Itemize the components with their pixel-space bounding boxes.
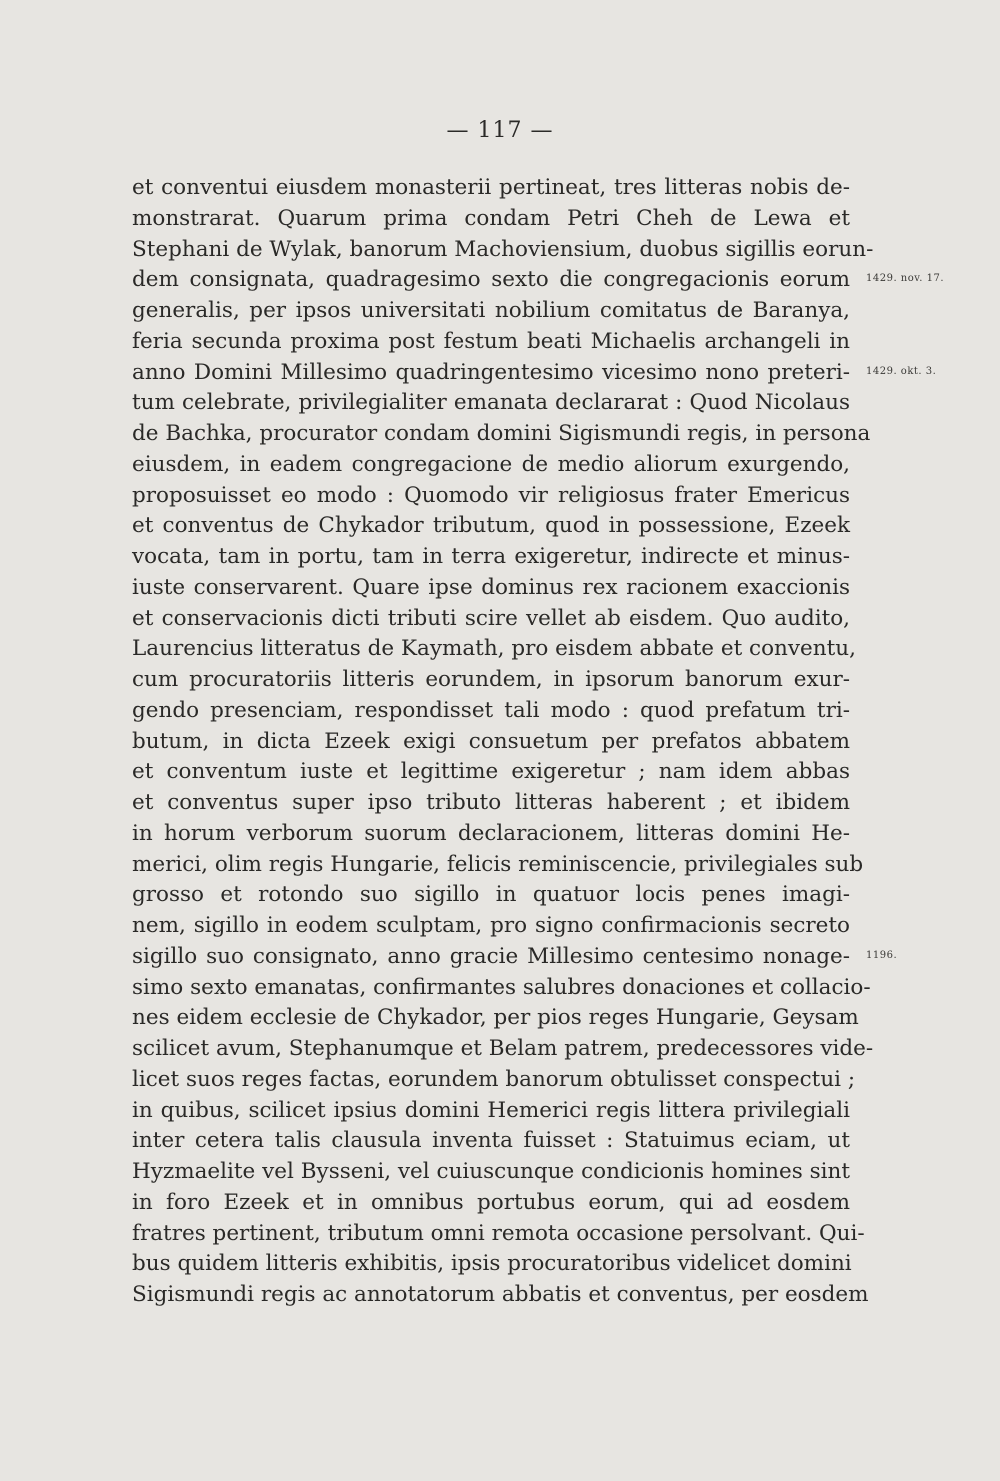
text-line: Stephani de Wylak, banorum Machoviensium, duobus sigillis eorun- [132,236,874,262]
text-line: tum celebrate, privilegialiter emanata declararat : Quod Nicolaus [132,390,850,416]
text-line: licet suos reges factas, eorundem banorum obtulisset conspectui ; [132,1066,856,1092]
margin-date-note: 1429. nov. 17. [866,273,944,284]
text-line: et conventum iuste et legittime exigeretur ; nam idem abbas [132,759,850,785]
text-line: bus quidem litteris exhibitis, ipsis procuratoribus videlicet domini [132,1251,852,1277]
text-line: cum procuratoriis litteris eorundem, in ipsorum banorum exur- [132,667,850,692]
text-line: et conventui eiusdem monasterii pertineat, tres litteras nobis de- [132,175,850,200]
text-line: et conventus super ipso tributo litteras haberent ; et ibidem [132,790,850,815]
text-line: eiusdem, in eadem congregacione de medio aliorum exurgendo, [132,451,850,477]
text-line: et conservacionis dicti tributi scire vellet ab eisdem. Quo audito, [132,605,850,631]
text-line: simo sexto emanatas, confirmantes salubres donaciones et collacio- [132,974,871,1000]
text-line: merici, olim regis Hungarie, felicis reminiscencie, privilegiales sub [132,851,864,877]
text-line: in foro Ezeek et in omnibus portubus eorum, qui ad eosdem [132,1189,850,1215]
text-line: proposuisset eo modo : Quomodo vir religiosus frater Emericus [132,482,850,508]
text-line: Laurencius litteratus de Kaymath, pro eisdem abbate et conventu, [132,636,856,662]
text-line: grosso et rotondo suo sigillo in quatuor locis penes imagi- [132,882,850,908]
text-line: inter cetera talis clausula inventa fuisset : Statuimus eciam, ut [132,1128,850,1154]
text-line: nes eidem ecclesie de Chykador, per pios reges Hungarie, Geysam [132,1005,859,1031]
text-line: monstrarat. Quarum prima condam Petri Cheh de Lewa et [132,205,850,231]
text-line: anno Domini Millesimo quadringentesimo vicesimo nono preteri- [132,359,850,385]
text-line: iuste conservarent. Quare ipse dominus rex racionem exaccionis [132,574,850,600]
text-line: nem, sigillo in eodem sculptam, pro signo confirmacionis secreto [132,913,850,938]
margin-date-note: 1196. [866,950,898,961]
margin-date-note: 1429. okt. 3. [866,366,937,377]
text-line: feria secunda proxima post festum beati Michaelis archangeli in [132,328,850,354]
text-line: in horum verborum suorum declaracionem, litteras domini He- [132,820,850,846]
text-line: Hyzmaelite vel Bysseni, vel cuiuscunque condicionis homines sint [132,1159,850,1184]
text-line: sigillo suo consignato, anno gracie Millesimo centesimo nonage- [132,943,850,969]
text-line: de Bachka, procurator condam domini Sigismundi regis, in persona [132,421,871,446]
text-line: scilicet avum, Stephanumque et Belam patrem, predecessores vide- [132,1036,874,1061]
text-line: fratres pertinent, tributum omni remota occasione persolvant. Qui- [132,1220,865,1246]
text-line: generalis, per ipsos universitati nobilium comitatus de Baranya, [132,298,850,323]
text-line: vocata, tam in portu, tam in terra exigeretur, indirecte et minus- [132,544,850,569]
text-line: in quibus, scilicet ipsius domini Hemerici regis littera privilegiali [132,1097,850,1123]
body-text [132,173,874,1311]
text-line: gendo presenciam, respondisset tali modo : quod prefatum tri- [132,697,850,723]
text-line: Sigismundi regis ac annotatorum abbatis et conventus, per eosdem [132,1282,869,1307]
text-line: butum, in dicta Ezeek exigi consuetum per prefatos abbatem [132,728,850,754]
page-number: — 117 — [446,118,554,143]
text-line: et conventus de Chykador tributum, quod in possessione, Ezeek [132,513,850,539]
text-line: dem consignata, quadragesimo sexto die congregacionis eorum [132,267,850,293]
